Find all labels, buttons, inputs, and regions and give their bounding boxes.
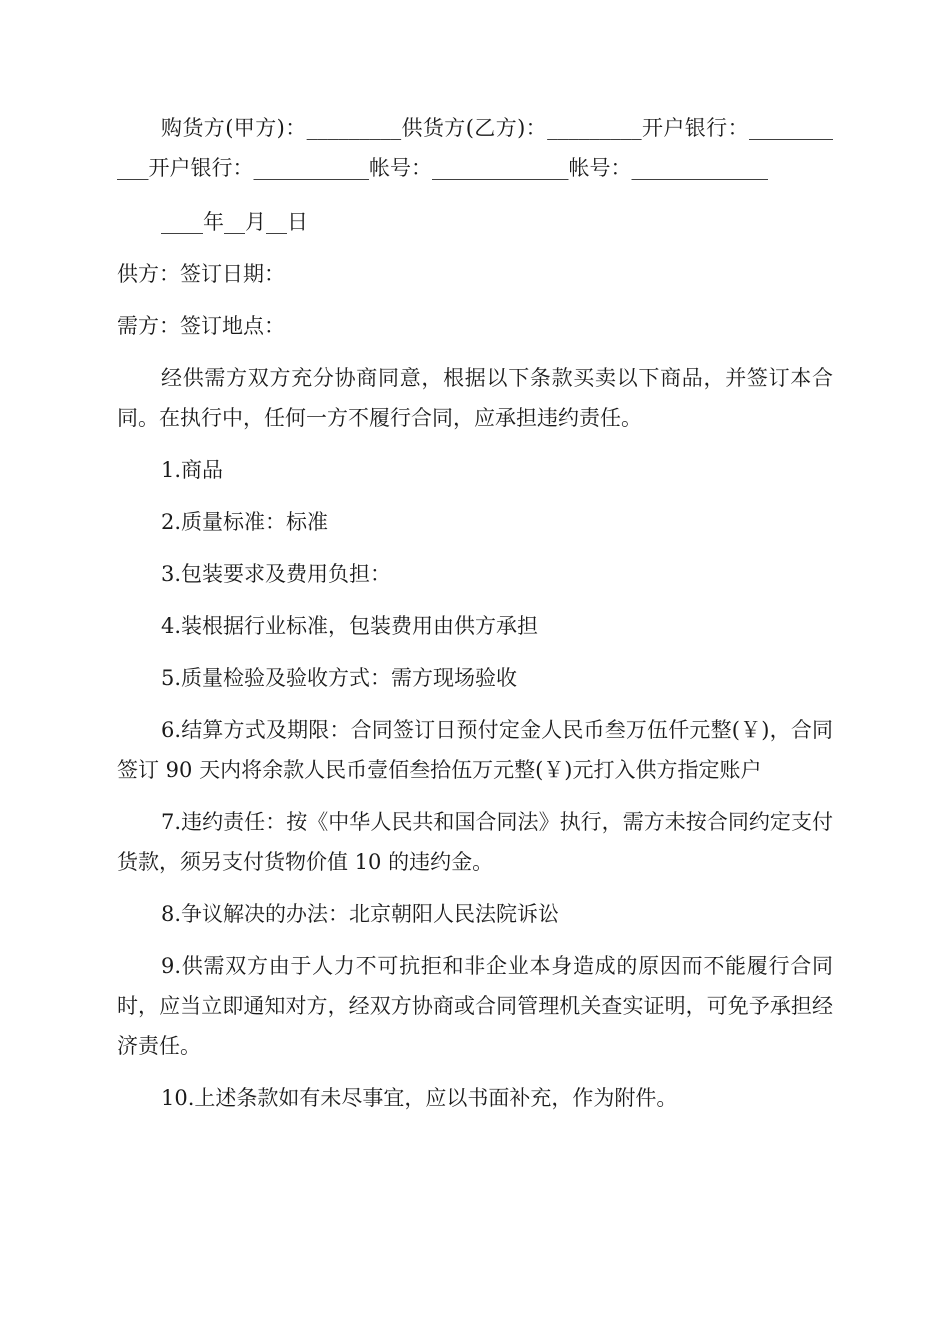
- date-line: ____年__月__日: [161, 210, 308, 234]
- contract-document: [117, 108, 833, 1118]
- supplier-signing-date: 供方：签订日期：: [117, 262, 285, 286]
- clause-8: 8.争议解决的办法：北京朝阳人民法院诉讼: [161, 902, 560, 926]
- clause-5: 5.质量检验及验收方式：需方现场验收: [161, 666, 518, 690]
- clause-1: 1.商品: [161, 458, 224, 482]
- clause-7: 7.违约责任：按《中华人民共和国合同法》执行，需方未按合同约定支付货款，须另支付货物价值 10 的违约金。: [117, 810, 833, 874]
- clause-3: 3.包装要求及费用负担：: [161, 562, 392, 586]
- parties-block: 购货方(甲方)：_________供货方(乙方)：_________开户银行：___________开户银行：___________帐号：_____________帐号：_____________: [117, 116, 833, 180]
- clause-10: 10.上述条款如有未尽事宜，应以书面补充，作为附件。: [161, 1086, 678, 1110]
- buyer-signing-place: 需方：签订地点：: [117, 314, 285, 338]
- clause-9: 9.供需双方由于人力不可抗拒和非企业本身造成的原因而不能履行合同时，应当立即通知对方，经双方协商或合同管理机关查实证明，可免予承担经济责任。: [117, 954, 833, 1058]
- intro-paragraph: 经供需方双方充分协商同意，根据以下条款买卖以下商品，并签订本合同。在执行中，任何一方不履行合同，应承担违约责任。: [117, 366, 833, 430]
- clause-6: 6.结算方式及期限：合同签订日预付定金人民币叁万伍仟元整(￥)，合同签订 90 天内将余款人民币壹佰叁拾伍万元整(￥)元打入供方指定账户: [117, 718, 833, 782]
- clause-4: 4.装根据行业标准，包装费用由供方承担: [161, 614, 539, 638]
- clause-2: 2.质量标准：标准: [161, 510, 329, 534]
